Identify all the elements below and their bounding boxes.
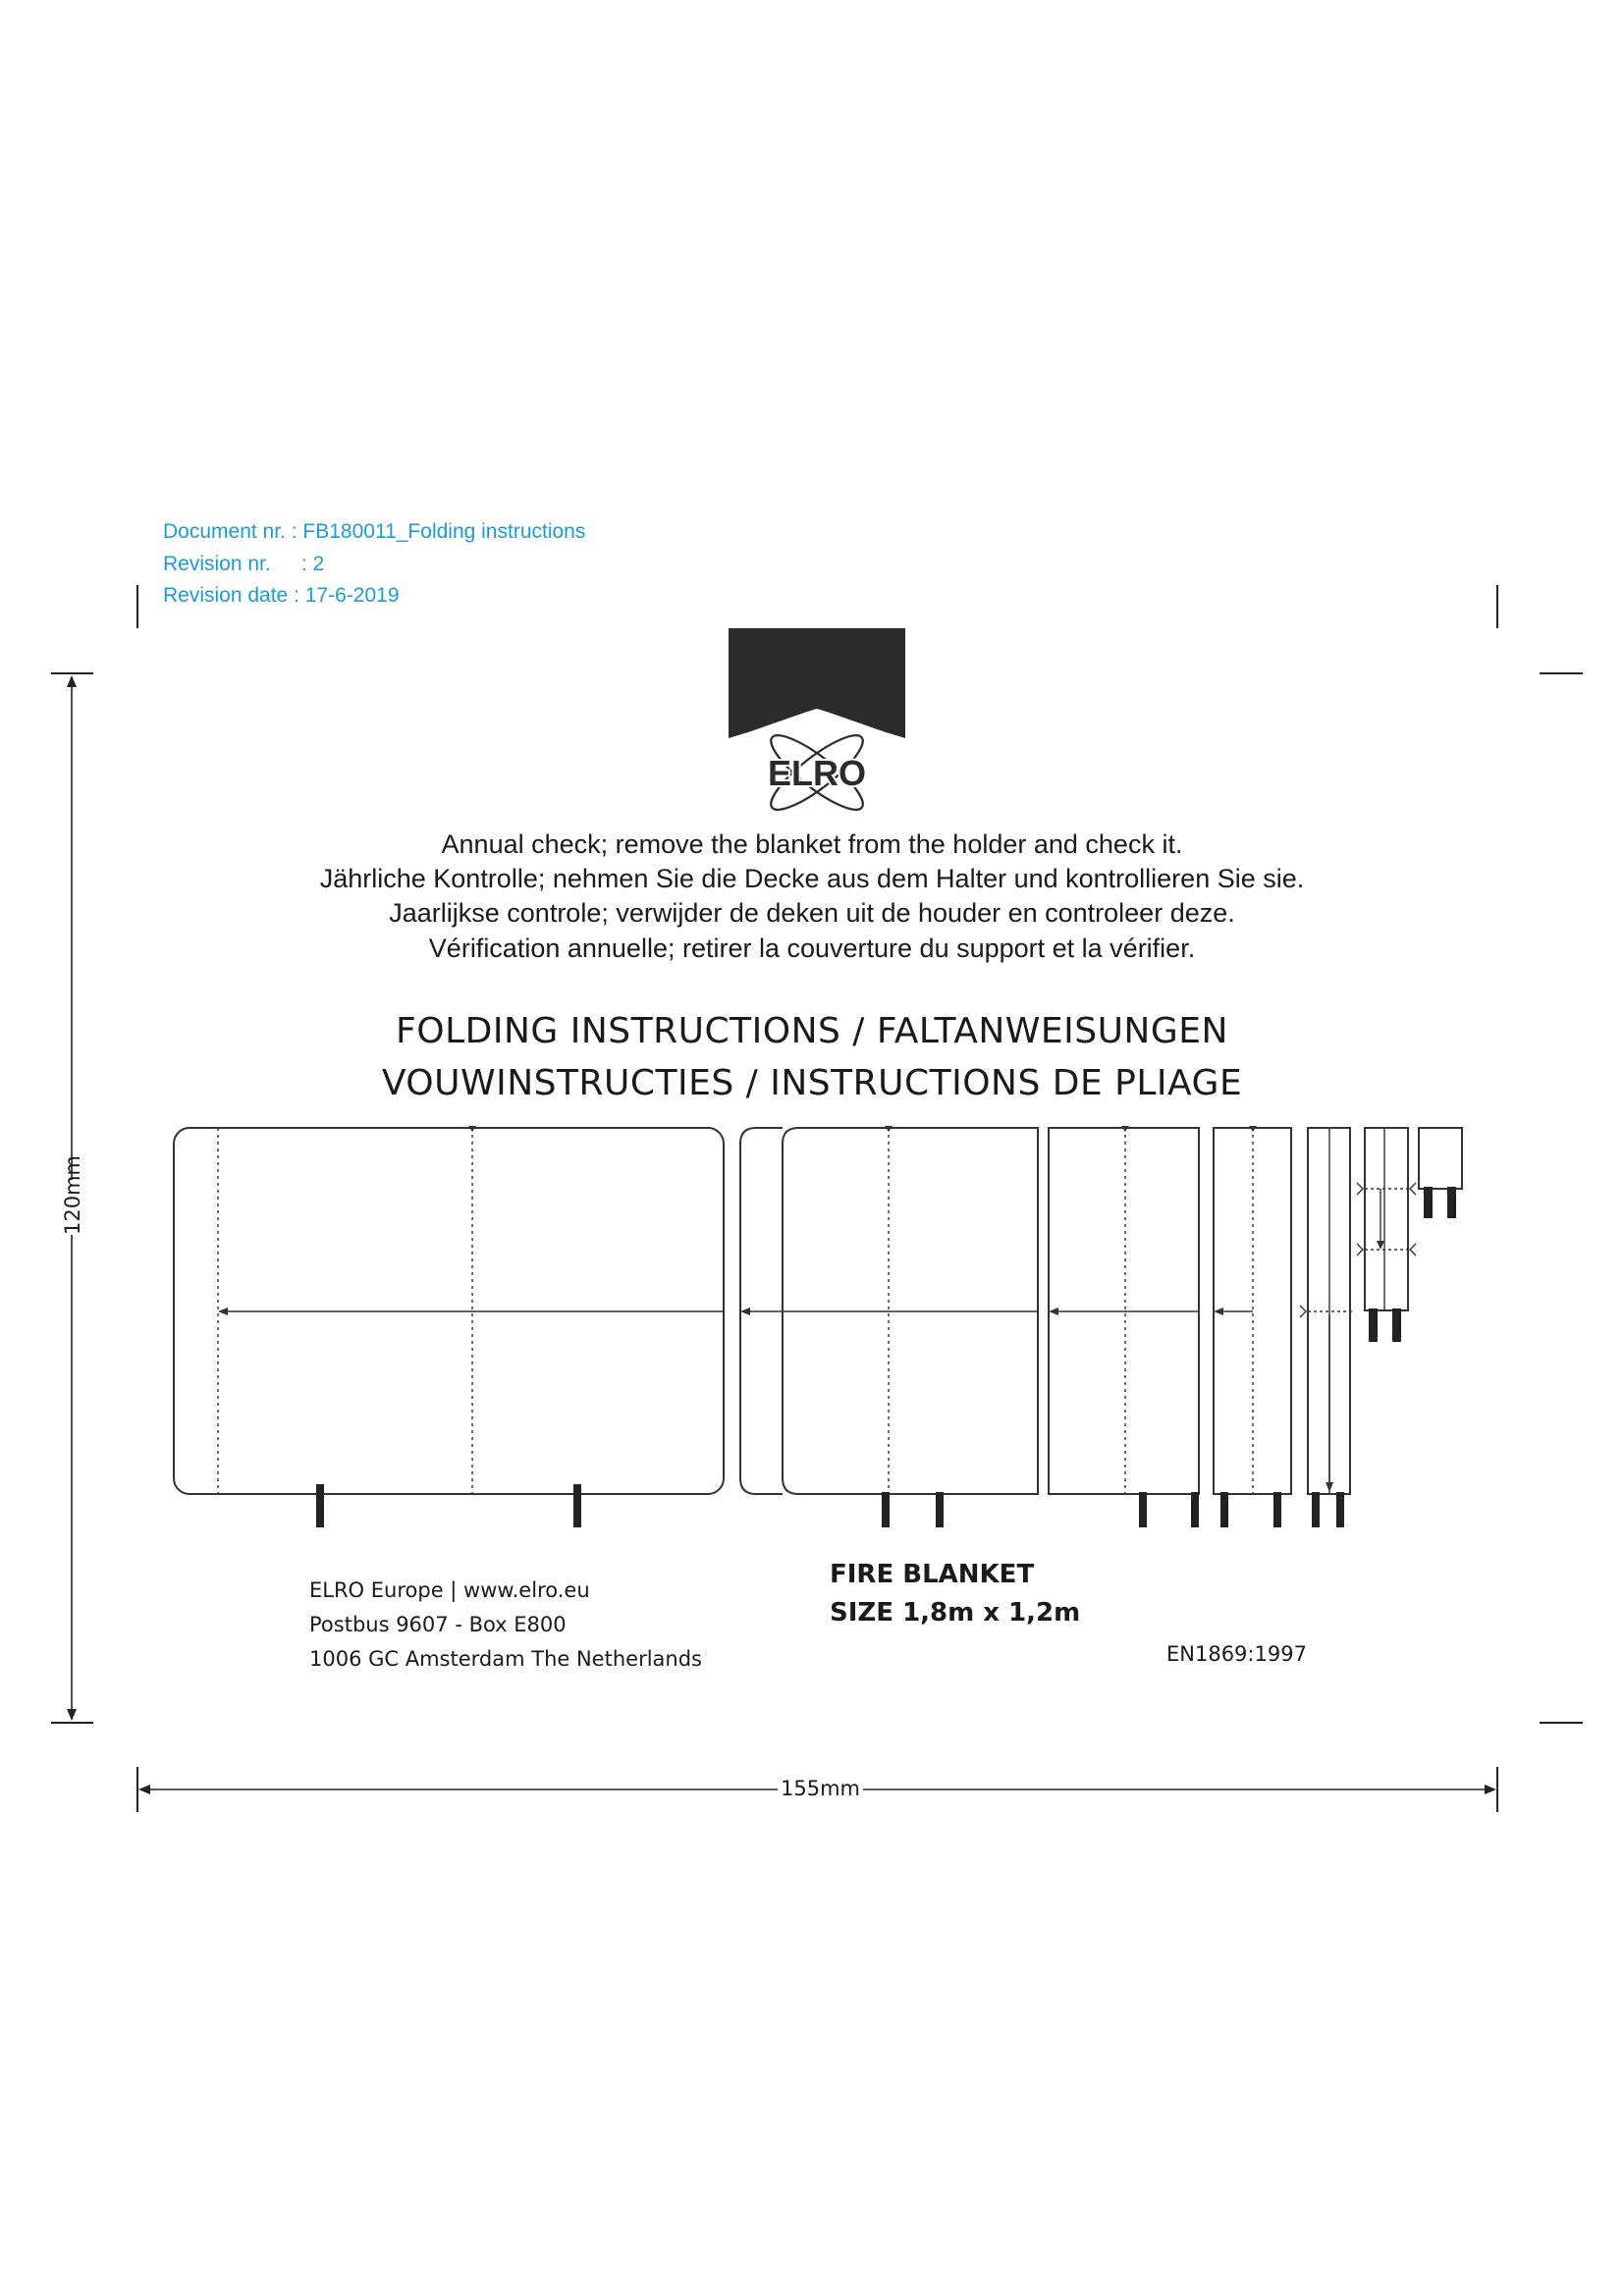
annual-check-en: Annual check; remove the blanket from the holder and check it. [441,829,1183,859]
standard-number: EN1869:1997 [1166,1642,1307,1666]
height-arrow-bottom [67,1709,77,1721]
height-arrow-top [67,675,77,687]
fold-marker [1357,1244,1363,1255]
annual-check-nl: Jaarlijkse controle; verwijder de deken uit de houder en controleer deze. [389,898,1235,928]
fold-arrow-head [1326,1482,1333,1492]
width-arrow-right [1485,1785,1496,1794]
blanket-outline [1419,1128,1462,1189]
pull-tab [573,1484,581,1527]
document-number-value: FB180011_Folding instructions [302,520,586,543]
fold-step-6 [1357,1128,1416,1342]
logo-banner-shape [729,628,905,738]
address-line-2: Postbus 9607 - Box E800 [309,1613,567,1636]
pull-tab [1424,1187,1433,1218]
title-line-2: VOUWINSTRUCTIES / INSTRUCTIONS DE PLIAGE [381,1063,1243,1103]
address-line-1: ELRO Europe | www.elro.eu [309,1578,590,1602]
pull-tab [1447,1187,1456,1218]
folding-diagram [174,1126,1462,1527]
revision-number-value: : 2 [300,553,325,575]
fold-step-2 [740,1126,1038,1527]
pull-tab [1139,1492,1147,1527]
fold-marker [1410,1183,1416,1195]
fold-marker [1357,1183,1363,1195]
height-dimension-label: 120mm [61,1155,84,1235]
fold-arrow-head [1049,1308,1058,1315]
blanket-outline [1365,1128,1408,1310]
title-line-1: FOLDING INSTRUCTIONS / FALTANWEISUNGEN [396,1011,1228,1051]
annual-check-fr: Vérification annuelle; retirer la couverture du support et la vérifier. [428,934,1196,963]
fold-marker [1410,1244,1416,1255]
product-size: SIZE 1,8m x 1,2m [830,1598,1081,1628]
revision-number-label: Revision nr. [163,553,271,575]
fold-step-1 [174,1126,724,1527]
pull-tab [936,1492,944,1527]
pull-tab [1369,1308,1378,1342]
fold-step-3 [1049,1126,1199,1527]
fold-marker [1300,1306,1306,1317]
elro-logo [729,628,905,820]
fold-step-7 [1419,1128,1462,1218]
width-arrow-left [138,1785,150,1794]
document-number-label: Document nr. : [163,520,298,543]
width-dimension-label: 155mm [778,1777,863,1800]
revision-date-label: Revision date : [163,584,299,607]
fold-arrow-head [1214,1308,1223,1315]
fold-arrow-head [218,1308,228,1315]
logo-text: ELRO [767,753,867,793]
address-line-3: 1006 GC Amsterdam The Netherlands [309,1647,702,1671]
revision-date-value: 17-6-2019 [304,584,400,607]
pull-tab [882,1492,890,1527]
pull-tab [1273,1492,1281,1527]
fold-step-4 [1214,1126,1291,1527]
pull-tab [1312,1492,1320,1527]
product-name: FIRE BLANKET [830,1560,1035,1589]
pull-tab [316,1484,324,1527]
fold-step-5 [1300,1128,1355,1527]
pull-tab [1220,1492,1228,1527]
pull-tab [1191,1492,1199,1527]
fold-arrow-head [740,1308,750,1315]
pull-tab [1392,1308,1401,1342]
annual-check-de: Jährliche Kontrolle; nehmen Sie die Decke aus dem Halter und kontrollieren Sie sie. [319,864,1305,893]
fold-arrow-head [1377,1241,1384,1250]
pull-tab [1336,1492,1344,1527]
